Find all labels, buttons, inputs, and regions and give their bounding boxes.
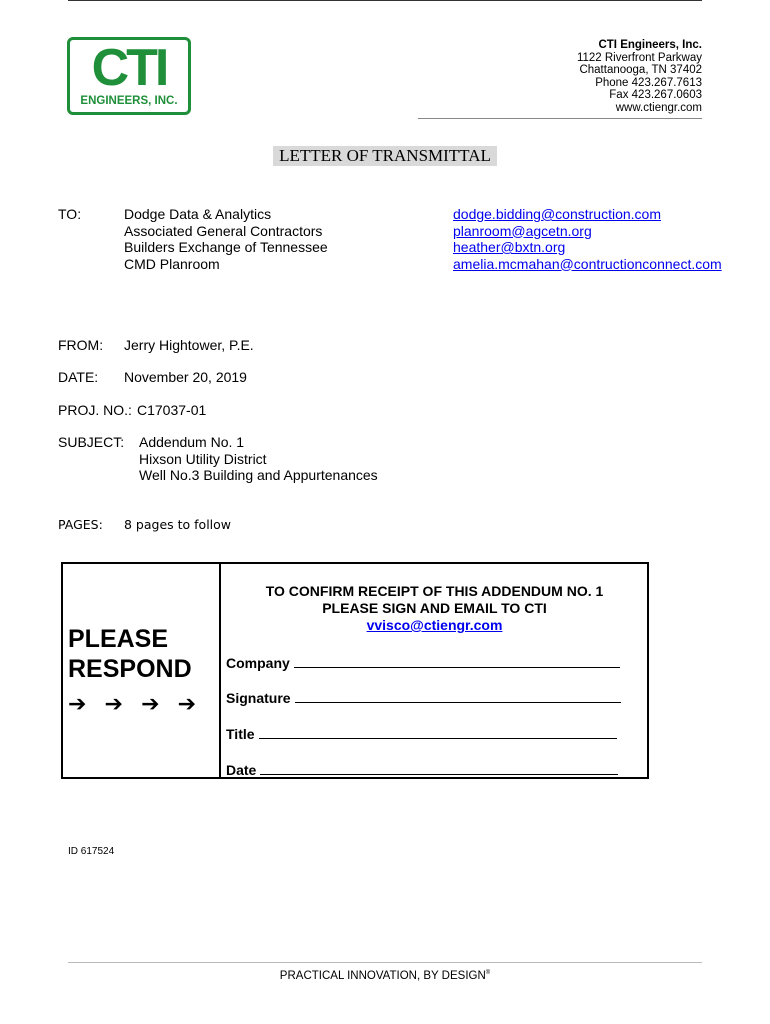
subject-line: Hixson Utility District [139, 450, 267, 467]
date-field-line[interactable] [260, 762, 618, 775]
recipient-email-link[interactable]: heather@bxtn.org [453, 239, 566, 255]
footer-divider [68, 962, 702, 963]
recipient-email-list [453, 206, 722, 272]
pages-label: PAGES: [58, 517, 103, 532]
subject-lines [139, 434, 378, 484]
subject-line: Addendum No. 1 [139, 434, 245, 450]
company-name: CTI Engineers, Inc. [598, 39, 702, 51]
recipient-item: Builders Exchange of Tennessee [124, 239, 328, 255]
confirm-line1: TO CONFIRM RECEIPT OF THIS ADDENDUM NO. 1 [265, 583, 604, 599]
company-field-label: Company [226, 655, 290, 671]
recipient-email-link[interactable]: dodge.bidding@construction.com [453, 206, 662, 222]
date-label: DATE: [58, 369, 99, 385]
recipient-item: Dodge Data & Analytics [124, 206, 272, 222]
respond-box-divider [219, 562, 221, 779]
document-title: LETTER OF TRANSMITTAL [273, 146, 497, 166]
recipient-item: Associated General Contractors [124, 222, 323, 239]
footer-text: PRACTICAL INNOVATION, BY DESIGN [279, 970, 486, 982]
company-address-line2: Chattanooga, TN 37402 [579, 64, 702, 76]
confirm-email-link[interactable]: vvisco@ctiengr.com [366, 617, 503, 633]
to-label: TO: [58, 206, 82, 222]
signature-field[interactable] [226, 690, 621, 706]
arrow-right-icons: ➔ ➔ ➔ ➔ [68, 691, 203, 716]
company-fax: Fax 423.267.0603 [609, 89, 702, 101]
from-value: Jerry Hightower, P.E. [124, 337, 254, 353]
title-field-line[interactable] [259, 726, 617, 739]
project-number-value: C17037-01 [137, 402, 207, 418]
top-rule [68, 0, 702, 1]
title-field-label: Title [226, 726, 255, 742]
date-field[interactable] [226, 762, 618, 778]
project-number-label: PROJ. NO.: [58, 402, 132, 418]
date-field-label: Date [226, 762, 257, 778]
date-value: November 20, 2019 [124, 369, 247, 385]
recipient-email-link[interactable]: planroom@agcetn.org [453, 222, 592, 239]
title-field[interactable] [226, 726, 617, 742]
recipient-list [124, 206, 328, 272]
please-respond-heading [68, 624, 192, 684]
confirm-instructions [222, 583, 647, 634]
company-field-line[interactable] [294, 655, 620, 668]
document-id: ID 617524 [68, 846, 115, 857]
registered-mark: ® [485, 970, 491, 977]
signature-field-label: Signature [226, 690, 291, 706]
respond-text: RESPOND [68, 655, 192, 683]
pages-value: 8 pages to follow [124, 517, 232, 532]
recipient-email-link[interactable]: amelia.mcmahan@contructionconnect.com [453, 255, 722, 272]
company-website[interactable]: www.ctiengr.com [615, 101, 702, 114]
from-label: FROM: [58, 337, 104, 353]
cti-logo [67, 37, 191, 115]
company-phone: Phone 423.267.7613 [595, 76, 702, 89]
recipient-item: CMD Planroom [124, 255, 220, 272]
signature-field-line[interactable] [295, 690, 621, 703]
confirm-line2: PLEASE SIGN AND EMAIL TO CTI [322, 600, 547, 616]
logo-letters: CTI [91, 39, 167, 97]
company-address-block [577, 39, 702, 114]
please-text: PLEASE [68, 625, 169, 653]
subject-label: SUBJECT: [58, 434, 125, 450]
company-field[interactable] [226, 655, 620, 671]
company-address-line1: 1122 Riverfront Parkway [576, 51, 702, 64]
footer-tagline [0, 970, 770, 982]
logo-subtitle: ENGINEERS, INC. [80, 95, 178, 107]
header-divider [418, 118, 702, 119]
subject-line: Well No.3 Building and Appurtenances [139, 467, 378, 483]
